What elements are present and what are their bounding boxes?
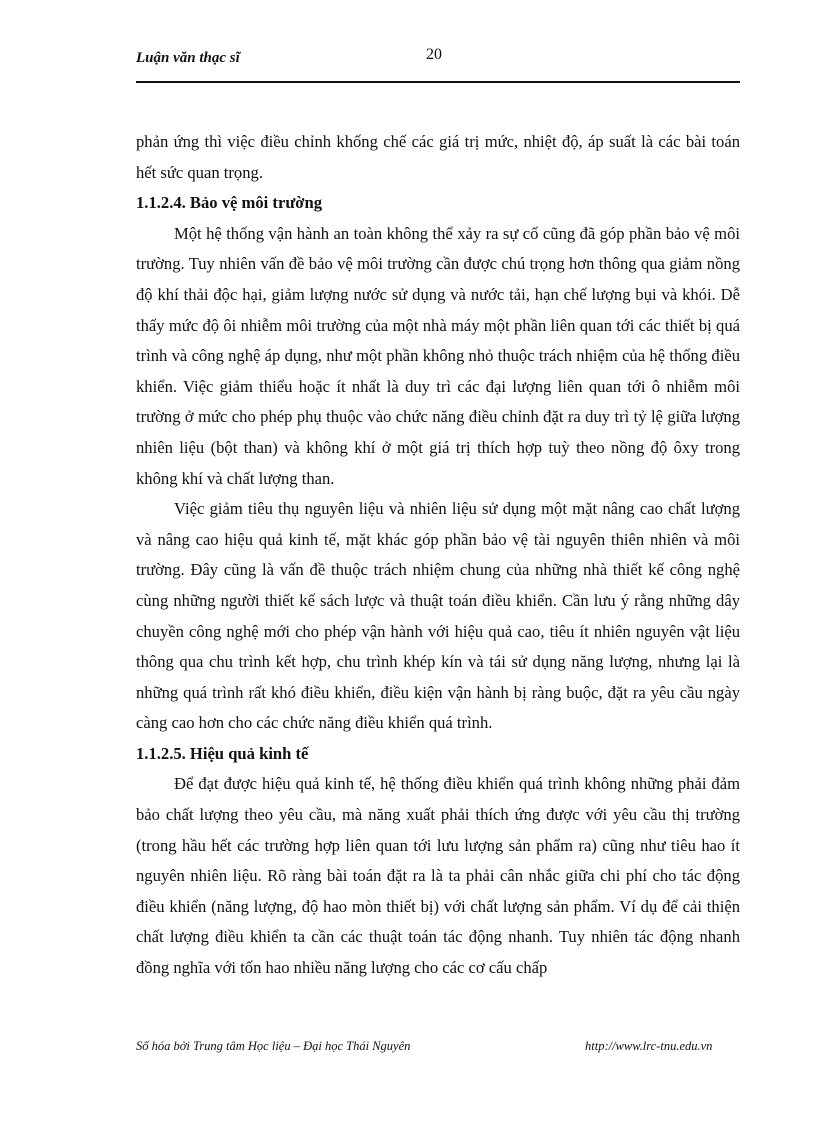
paragraph-continuation: phản ứng thì việc điều chỉnh khống chế các giá trị mức, nhiệt độ, áp suất là các bài toán hết sức quan trọng. [136, 132, 740, 182]
page-body [136, 127, 740, 984]
header-divider [136, 81, 740, 83]
section-heading-economic: 1.1.2.5. Hiệu quả kinh tế [136, 743, 309, 763]
section-heading-environment: 1.1.2.4. Bảo vệ môi trường [136, 193, 322, 213]
paragraph-environment-1: Một hệ thống vận hành an toàn không thể xảy ra sự cố cũng đã góp phần bảo vệ môi trường. Tuy nhiên vấn đề bảo vệ môi trường cần được chú trọng hơn thông qua giảm nồng độ khí thải độc hại, giảm lượng nước sử dụng và nước tải, hạn chế lượng bụi và khói. Dễ thấy mức độ ôi nhiễm môi trường của một nhà máy một phần liên quan tới các thiết bị quá trình và công nghệ áp dụng, như một phần không nhỏ thuộc trách nhiệm của hệ thống điều khiển. Việc giảm thiểu hoặc ít nhất là duy trì các đại lượng liên quan tới ô nhiễm môi trường ở mức cho phép phụ thuộc vào chức năng điều chỉnh đặt ra duy trì tỷ lệ giữa lượng nhiên liệu (bột than) và không khí ở một giá trị thích hợp tuỳ theo nồng độ ôxy trong không khí và chất lượng than. [136, 223, 740, 488]
footer-source: Số hóa bởi Trung tâm Học liệu – Đại học Thái Nguyên [136, 1039, 411, 1053]
page-number: 20 [426, 46, 442, 63]
paragraph-environment-2: Việc giảm tiêu thụ nguyên liệu và nhiên liệu sử dụng một mặt nâng cao chất lượng và nâng cao hiệu quả kinh tế, mặt khác góp phần bảo vệ tài nguyên thiên nhiên và môi trường. Đây cũng là vấn đề thuộc trách nhiệm chung của những nhà thiết kế công nghệ cùng những người thiết kế sách lược và thuật toán điều khiển. Cần lưu ý rằng những dây chuyền công nghệ mới cho phép vận hành với hiệu quả cao, tiêu ít nhiên nguyên vật liệu thông qua chu trình kết hợp, chu trình khép kín và tái sử dụng năng lượng, nhưng lại là những quá trình rất khó điều khiển, điều kiện vận hành bị ràng buộc, đặt ra yêu cầu ngày càng cao hơn cho các chức năng điều khiển quá trình. [136, 499, 740, 733]
footer-url: http://www.lrc-tnu.edu.vn [585, 1039, 713, 1053]
paragraph-economic: Để đạt được hiệu quả kinh tế, hệ thống điều khiển quá trình không những phải đảm bảo chất lượng theo yêu cầu, mà năng xuất phải thích ứng được với yêu cầu thị trường (trong hầu hết các trường hợp liên quan tới lưu lượng sản phẩm ra) cũng như tiêu hao ít nguyên nhiên liệu. Rõ ràng bài toán đặt ra là ta phải cân nhắc giữa chi phí cho tác động điều khiển (năng lượng, độ hao mòn thiết bị) với chất lượng sản phẩm. Ví dụ để cải thiện chất lượng điều khiển ta cần các thuật toán tác động nhanh. Tuy nhiên tác động nhanh đồng nghĩa với tốn hao nhiều năng lượng cho các cơ cấu chấp [136, 774, 740, 978]
header-title: Luận văn thạc sĩ [136, 50, 240, 66]
